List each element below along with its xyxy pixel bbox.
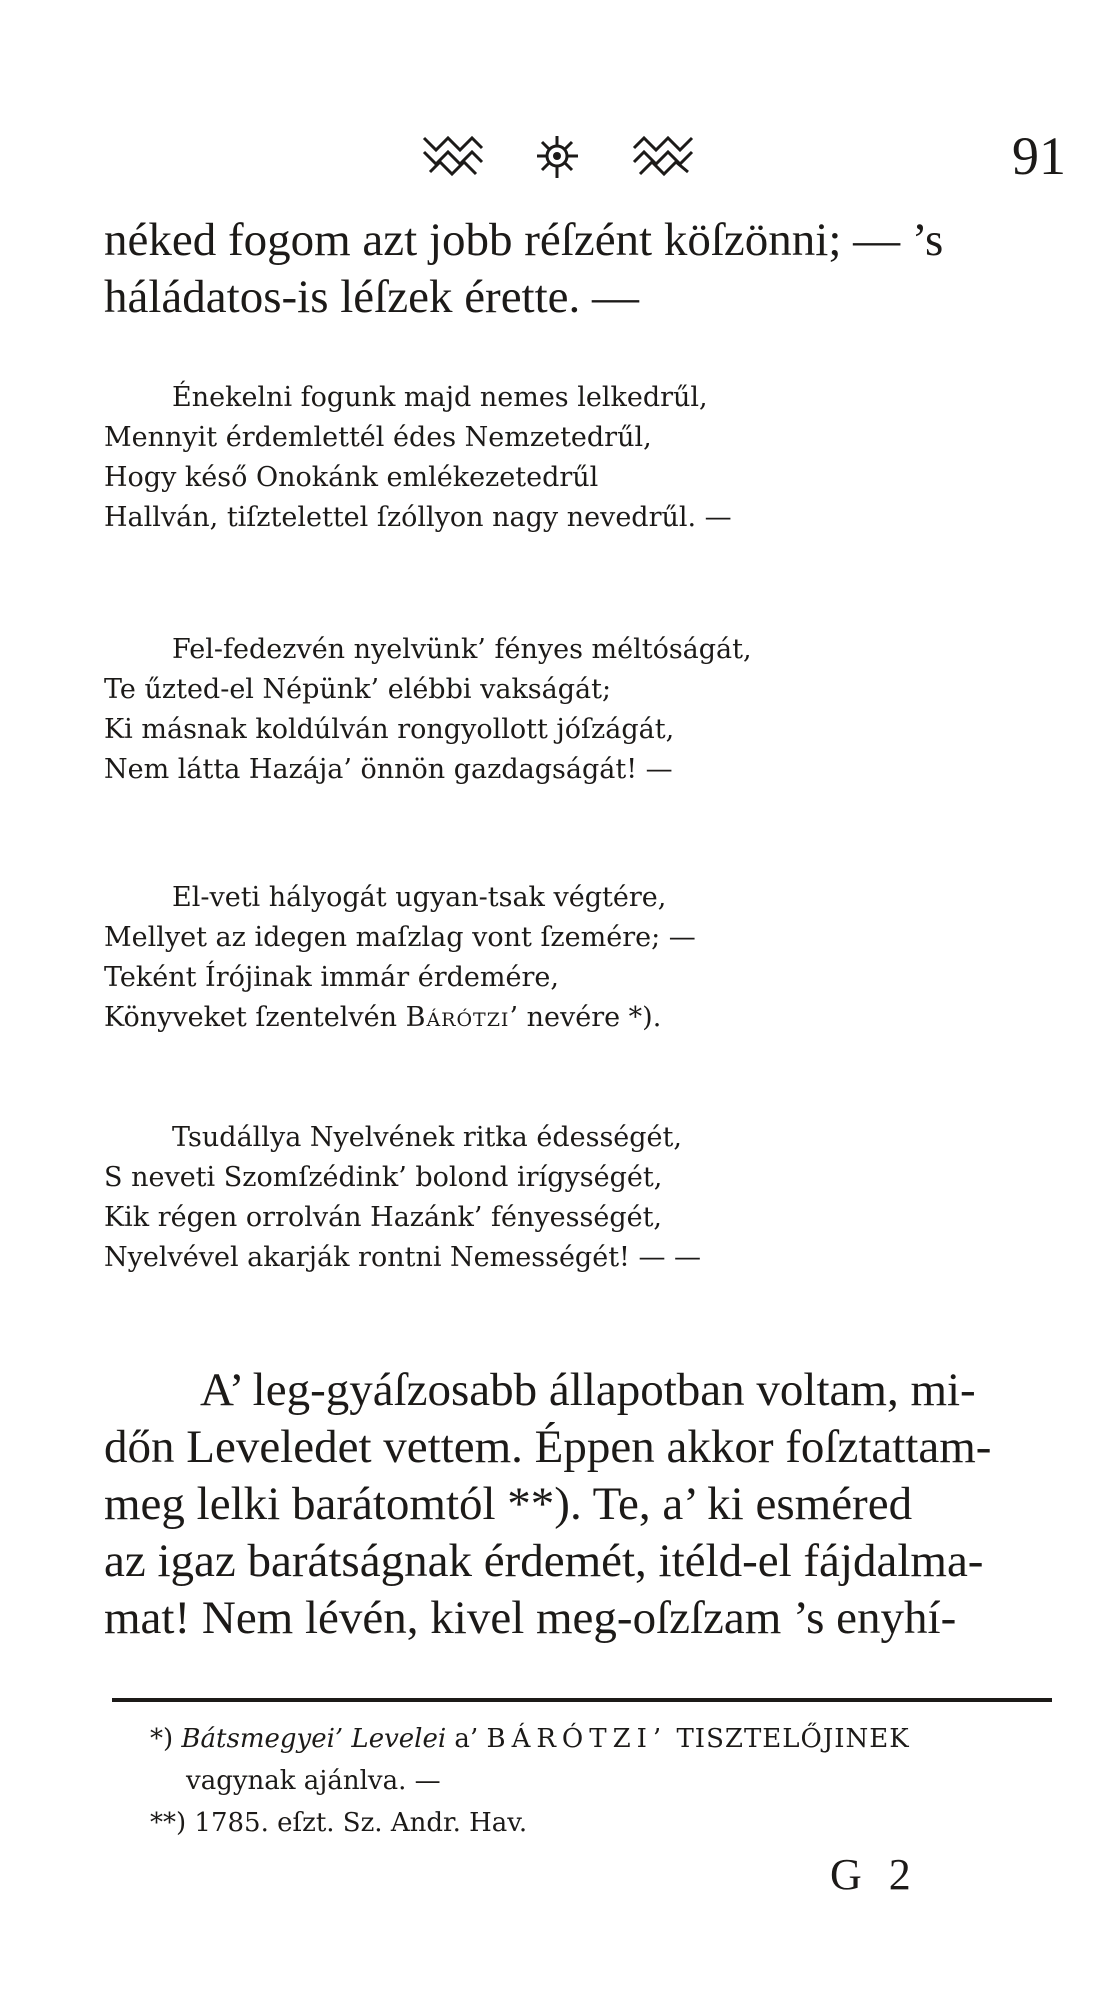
flower-ornament-icon — [528, 132, 586, 182]
text-line: mat! Nem lévén, kivel meg-oſzſzam ’s enyhí- — [104, 1592, 957, 1644]
verse-stanza-2 — [104, 630, 904, 790]
verse-line: Mellyet az idegen maſzlag vont ſzemére; — — [104, 922, 696, 953]
text-line: az igaz barátságnak érdemét, itéld-el fájdalma- — [104, 1535, 984, 1587]
verse-line: Mennyit érdemlettél édes Nemzetedrűl, — [104, 422, 652, 453]
verse-text: ’ nevére *). — [509, 1002, 662, 1033]
footnote-text: a’ — [446, 1724, 487, 1754]
footnote-2: **) 1785. eſzt. Sz. Andr. Hav. — [150, 1808, 528, 1838]
header-ornaments — [420, 132, 720, 182]
verse-line: Fel-fedezvén nyelvünk’ fényes méltóságát, — [172, 634, 752, 665]
verse-line: Kik régen orrolván Hazánk’ fényességét, — [104, 1202, 663, 1233]
page-number: 91 — [1012, 126, 1066, 186]
verse-line: Teként Írójinak immár érdemére, — [104, 962, 559, 993]
main-paragraph — [104, 1362, 1044, 1647]
verse-line: Hallván, tiſztelettel ſzóllyon nagy nevedrűl. — — [104, 502, 732, 533]
footnote-title: Bátsmegyei’ Levelei — [181, 1724, 447, 1754]
text-line: meg lelki barátomtól **). Te, a’ ki esméred — [104, 1478, 913, 1530]
verse-line: Nem látta Hazája’ önnön gazdagságát! — — [104, 754, 673, 785]
signature-mark: G 2 — [830, 1850, 919, 1899]
verse-line: Te űzted-el Népünk’ elébbi vakságát; — [104, 674, 612, 705]
footnotes — [150, 1718, 1050, 1844]
footnote-1 — [150, 1718, 1050, 1760]
footnote-text: TISZTELŐJINEK — [667, 1724, 910, 1754]
verse-line — [104, 998, 904, 1038]
verse-stanza-1 — [104, 378, 904, 538]
author-name: Bárótzi — [405, 1002, 510, 1033]
verse-line: El-veti hályogát ugyan-tsak végtére, — [172, 882, 667, 913]
verse-line: Ki másnak koldúlván rongyollott jóſzágát, — [104, 714, 675, 745]
footnote-mark: *) — [150, 1724, 182, 1754]
verse-line: Tsudállya Nyelvének ritka édességét, — [172, 1122, 682, 1153]
verse-line: Hogy késő Onokánk emlékezetedrűl — [104, 462, 599, 493]
text-line: dőn Leveledet vettem. Éppen akkor foſztattam- — [104, 1421, 992, 1473]
page-header — [0, 126, 1115, 186]
verse-text: Könyveket ſzentelvén — [104, 1002, 406, 1033]
footnote-1-continuation: vagynak ajánlva. — — [186, 1766, 441, 1796]
verse-line: Nyelvével akarják rontni Nemességét! — — — [104, 1242, 702, 1273]
verse-stanza-4 — [104, 1118, 904, 1278]
verse-line: Énekelni fogunk majd nemes lelkedrűl, — [172, 382, 708, 413]
intro-paragraph — [104, 212, 1044, 326]
footnote-divider — [112, 1698, 1052, 1702]
text-line: néked fogom azt jobb réſzént köſzönni; — ’s — [104, 214, 944, 266]
text-line: háládatos-is léſzek érette. — — [104, 271, 640, 323]
verse-stanza-3 — [104, 878, 904, 1038]
zigzag-ornament-icon — [630, 132, 696, 178]
text-line: A’ leg-gyáſzosabb állapotban voltam, mi- — [200, 1364, 976, 1416]
zigzag-ornament-icon — [420, 132, 486, 178]
verse-line: S neveti Szomſzédink’ bolond irígységét, — [104, 1162, 663, 1193]
footnote-author-name: BÁRÓTZI’ — [486, 1724, 668, 1754]
